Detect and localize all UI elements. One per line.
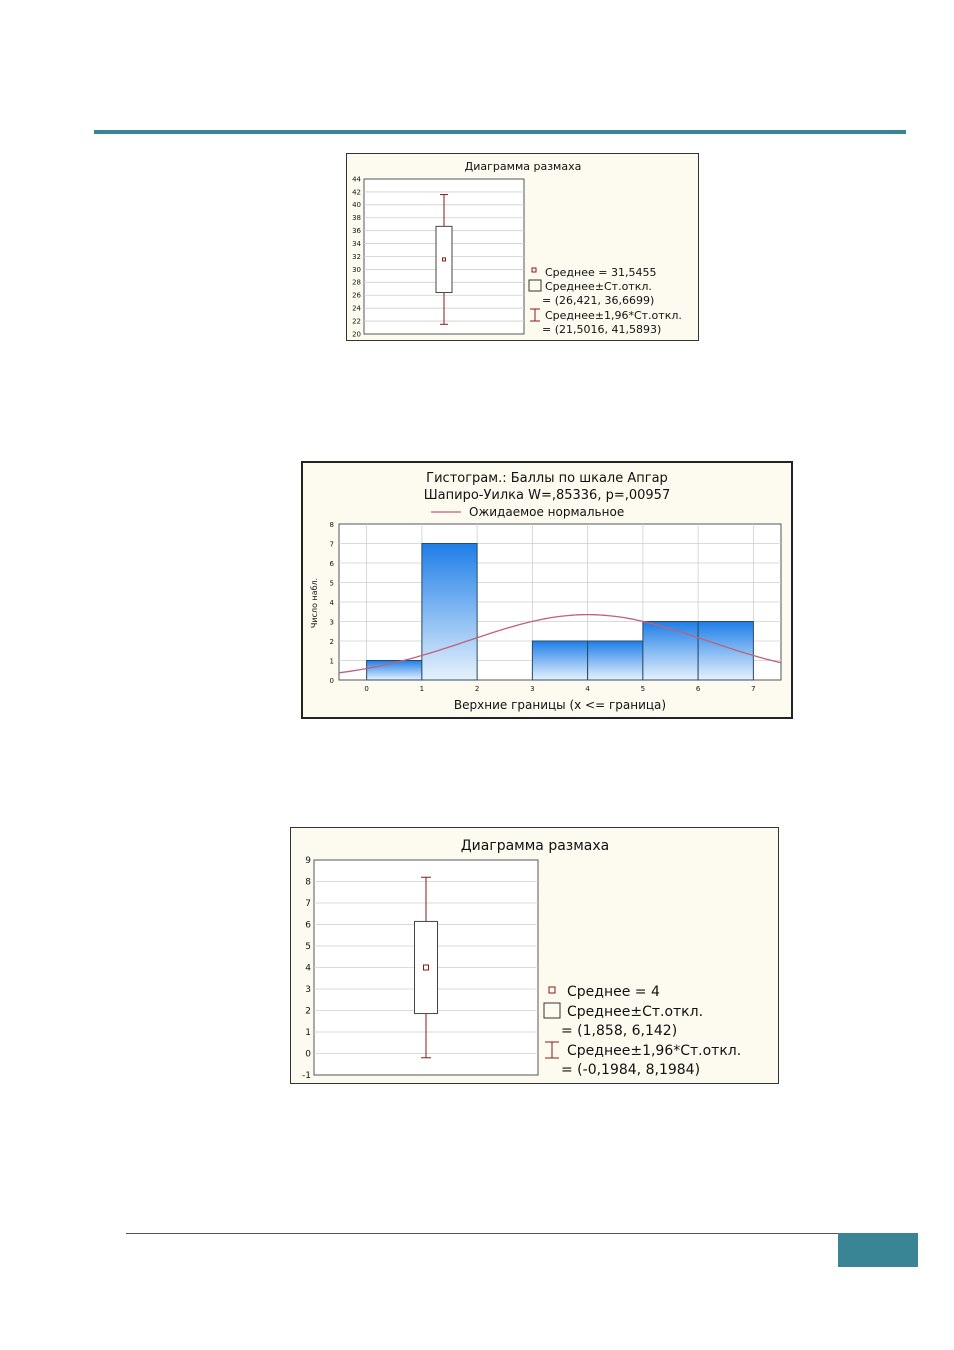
y-tick-label: 32 bbox=[352, 252, 361, 261]
y-tick-label: 2 bbox=[329, 638, 334, 646]
y-tick-label: 7 bbox=[305, 899, 311, 909]
y-tick-label: 42 bbox=[352, 188, 361, 197]
y-tick-label: 5 bbox=[329, 579, 334, 588]
y-tick-label: 44 bbox=[352, 175, 361, 184]
y-tick-label: 3 bbox=[305, 985, 311, 995]
x-tick-label: 2 bbox=[474, 685, 480, 693]
legend-whisker-range: = (-0,1984, 8,1984) bbox=[561, 1062, 701, 1078]
legend-mean-label: Среднее = 31,5455 bbox=[545, 266, 657, 279]
mean-marker-icon bbox=[549, 987, 555, 993]
y-tick-label: 24 bbox=[352, 304, 361, 313]
y-tick-label: 1 bbox=[305, 1028, 311, 1038]
legend-box-range: = (26,421, 36,6699) bbox=[542, 294, 655, 307]
legend-whisker-range: = (21,5016, 41,5893) bbox=[542, 323, 662, 336]
histogram-subtitle: Шапиро-Уилка W=,85336, p=,00957 bbox=[423, 488, 671, 503]
mean-marker-icon bbox=[532, 268, 536, 272]
x-tick-label: 1 bbox=[419, 685, 425, 693]
y-tick-label: 20 bbox=[352, 330, 361, 339]
y-tick-label: 4 bbox=[305, 963, 311, 974]
y-tick-label: 8 bbox=[329, 521, 334, 529]
x-axis-label: Верхние границы (x <= граница) bbox=[453, 698, 667, 712]
y-tick-label: 6 bbox=[329, 560, 334, 568]
histogram-bar bbox=[698, 622, 753, 681]
page-number-tab bbox=[838, 1233, 918, 1267]
box-plot-2 bbox=[290, 827, 779, 1084]
x-tick-label: 7 bbox=[751, 685, 756, 693]
histogram-canvas bbox=[303, 463, 791, 717]
y-tick-label: 28 bbox=[352, 278, 361, 287]
x-tick-label: 0 bbox=[364, 685, 369, 693]
legend-box-range: = (1,858, 6,142) bbox=[561, 1023, 678, 1039]
whisker-legend-icon bbox=[530, 309, 540, 321]
y-tick-label: -1 bbox=[302, 1071, 311, 1081]
header-rule bbox=[94, 130, 906, 134]
sd-box bbox=[436, 226, 452, 292]
y-tick-label: 40 bbox=[352, 201, 361, 210]
y-tick-label: 2 bbox=[305, 1006, 311, 1017]
y-tick-label: 36 bbox=[352, 227, 361, 235]
y-tick-label: 22 bbox=[352, 317, 361, 326]
y-axis-label: Число набл. bbox=[310, 577, 319, 629]
box-plot-1-canvas bbox=[347, 154, 698, 340]
chart-title: Диаграмма размаха bbox=[464, 160, 582, 173]
y-tick-label: 8 bbox=[305, 877, 311, 888]
histogram-title: Гистограм.: Баллы по шкале Апгар bbox=[426, 471, 668, 486]
histogram-bar bbox=[422, 544, 477, 681]
y-tick-label: 7 bbox=[329, 540, 334, 549]
legend-box-label: Среднее±Ст.откл. bbox=[545, 280, 652, 293]
histogram-bar bbox=[588, 641, 643, 680]
histogram-bar bbox=[532, 641, 587, 680]
histogram-bar bbox=[643, 622, 698, 681]
sd-box bbox=[415, 921, 438, 1013]
x-tick-label: 5 bbox=[640, 685, 646, 693]
y-tick-label: 5 bbox=[305, 942, 311, 952]
legend-mean-label: Среднее = 4 bbox=[567, 984, 660, 1000]
box-legend-icon bbox=[529, 280, 541, 291]
box-legend-icon bbox=[544, 1003, 560, 1018]
box-plot-1 bbox=[346, 153, 699, 341]
whisker-legend-icon bbox=[545, 1042, 559, 1058]
y-tick-label: 6 bbox=[305, 920, 311, 931]
x-tick-label: 4 bbox=[585, 685, 590, 693]
y-tick-label: 0 bbox=[305, 1049, 311, 1060]
y-tick-label: 1 bbox=[329, 657, 334, 666]
histogram bbox=[301, 461, 793, 719]
chart-title: Диаграмма размаха bbox=[460, 838, 610, 854]
y-tick-label: 38 bbox=[352, 214, 361, 223]
y-tick-label: 0 bbox=[329, 677, 334, 685]
legend-whisker-label: Среднее±1,96*Ст.откл. bbox=[567, 1043, 742, 1059]
legend-box-label: Среднее±Ст.откл. bbox=[567, 1004, 704, 1020]
legend-whisker-label: Среднее±1,96*Ст.откл. bbox=[545, 309, 682, 322]
y-tick-label: 4 bbox=[329, 599, 334, 607]
y-tick-label: 34 bbox=[352, 239, 361, 248]
y-tick-label: 3 bbox=[329, 618, 334, 627]
box-plot-2-canvas bbox=[291, 828, 778, 1083]
x-tick-label: 6 bbox=[695, 685, 701, 693]
y-tick-label: 26 bbox=[352, 291, 361, 300]
y-tick-label: 9 bbox=[305, 856, 311, 866]
footer-rule bbox=[126, 1233, 918, 1234]
legend-normal-label: Ожидаемое нормальное bbox=[469, 505, 625, 519]
y-tick-label: 30 bbox=[352, 265, 361, 274]
x-tick-label: 3 bbox=[530, 685, 535, 693]
